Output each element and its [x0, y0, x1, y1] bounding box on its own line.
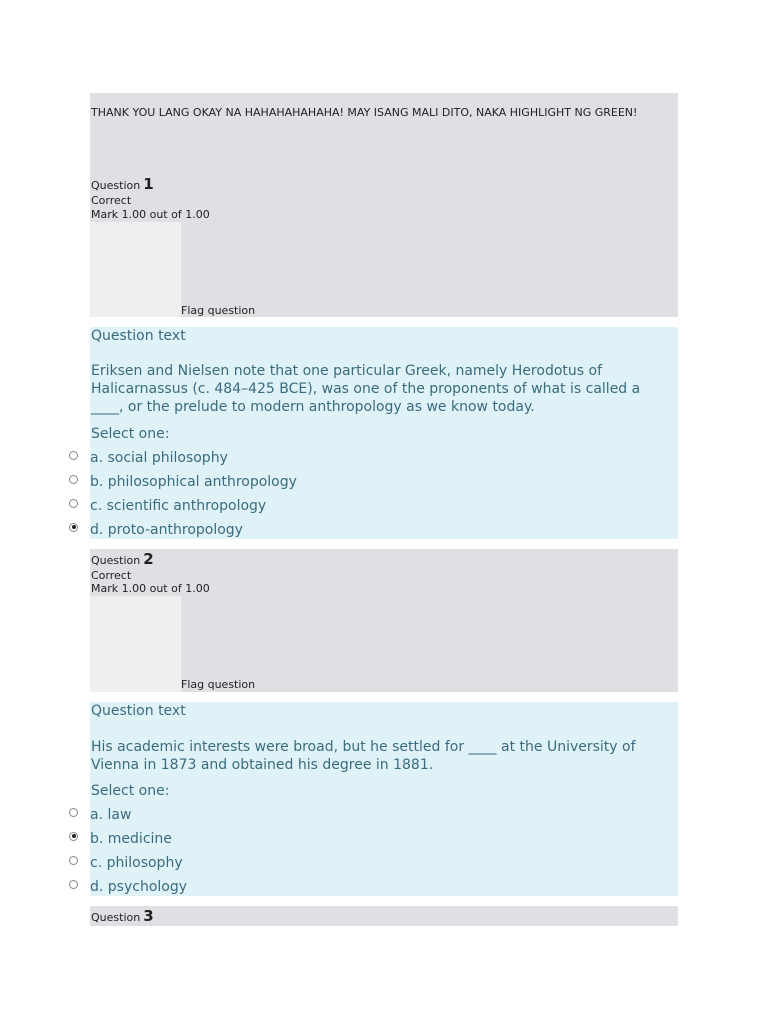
- answer-option-d[interactable]: [66, 520, 243, 542]
- question-number-value: 2: [143, 550, 154, 568]
- radio-unchecked-icon[interactable]: [69, 475, 78, 484]
- question-text: Eriksen and Nielsen note that one particular Greek, namely Herodotus of Halicarnassus (c. 484–425 BCE), was one of the proponents of what is called a ____, or the prelude to modern anthropology as we know today.: [91, 363, 641, 415]
- answer-option-a[interactable]: [66, 448, 228, 470]
- answer-option-label: b. philosophical anthropology: [90, 474, 297, 490]
- radio-unchecked-icon[interactable]: [69, 808, 78, 817]
- question-label: Question: [91, 911, 141, 924]
- answer-option-c[interactable]: [66, 853, 183, 875]
- answer-option-label: c. scientific anthropology: [90, 498, 267, 514]
- radio-unchecked-icon[interactable]: [69, 856, 78, 865]
- answer-option-c[interactable]: [66, 496, 267, 518]
- radio-unchecked-icon[interactable]: [69, 451, 78, 460]
- answer-option-b[interactable]: [66, 829, 172, 851]
- question-state: Correct: [91, 569, 132, 582]
- banner-message: THANK YOU LANG OKAY NA HAHAHAHAHAHA! MAY ISANG MALI DITO, NAKA HIGHLIGHT NG GREEN!: [91, 106, 638, 119]
- flag-icon[interactable]: [90, 596, 181, 692]
- question-label: Question: [91, 554, 141, 567]
- question-text: His academic interests were broad, but he settled for ____ at the University of Vienna in 1873 and obtained his degree in 1881.: [91, 739, 636, 773]
- question-label: Question: [91, 179, 141, 192]
- radio-checked-icon[interactable]: [69, 523, 78, 532]
- flag-question-link[interactable]: Flag question: [181, 678, 256, 691]
- answer-option-b[interactable]: [66, 472, 297, 494]
- question-text-heading: Question text: [91, 703, 186, 719]
- answer-option-label: a. law: [90, 807, 132, 823]
- question-state: Correct: [91, 194, 132, 207]
- question-grade: Mark 1.00 out of 1.00: [91, 208, 210, 221]
- radio-unchecked-icon[interactable]: [69, 880, 78, 889]
- flag-icon[interactable]: [90, 222, 181, 317]
- answer-option-label: d. psychology: [90, 879, 188, 895]
- answer-option-label: d. proto-anthropology: [90, 522, 243, 538]
- flag-question-link[interactable]: Flag question: [181, 304, 256, 317]
- radio-unchecked-icon[interactable]: [69, 499, 78, 508]
- answer-option-label: a. social philosophy: [90, 450, 228, 466]
- select-one-prompt: Select one:: [91, 783, 170, 799]
- answer-option-a[interactable]: [66, 805, 132, 827]
- answer-option-label: b. medicine: [90, 831, 172, 847]
- question-number: [91, 907, 154, 925]
- radio-checked-icon[interactable]: [69, 832, 78, 841]
- answer-option-d[interactable]: [66, 877, 188, 899]
- question-number-value: 3: [143, 907, 154, 925]
- question-number: [91, 550, 154, 568]
- select-one-prompt: Select one:: [91, 426, 170, 442]
- question-number: [91, 175, 154, 193]
- question-text-heading: Question text: [91, 328, 186, 344]
- question-info-block: [90, 906, 678, 926]
- question-number-value: 1: [143, 175, 154, 193]
- question-grade: Mark 1.00 out of 1.00: [91, 582, 210, 595]
- answer-option-label: c. philosophy: [90, 855, 183, 871]
